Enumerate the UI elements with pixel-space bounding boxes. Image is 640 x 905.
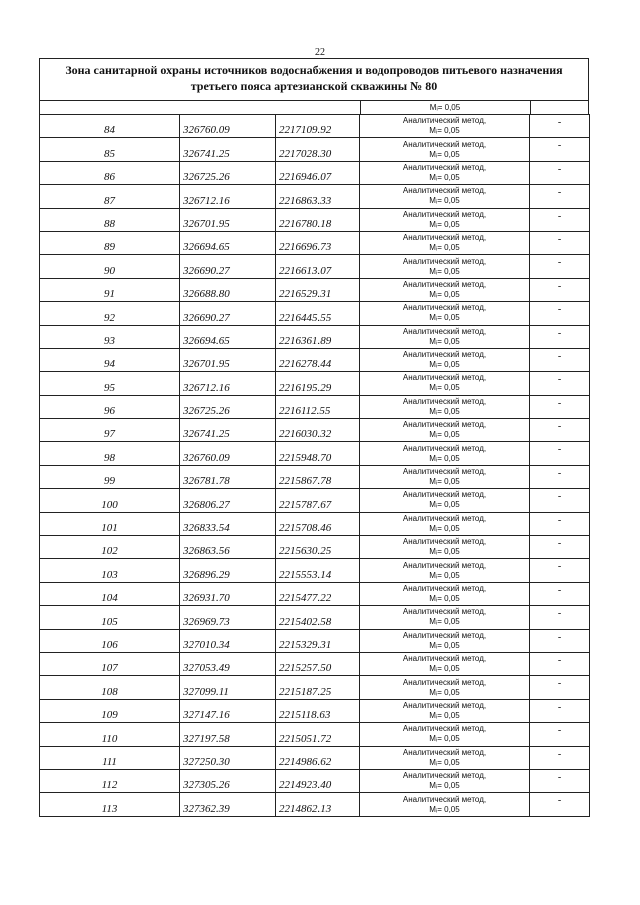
accuracy-label: Mᵢ= 0,05 [429,781,460,791]
coordinate-x: 326760.09 [180,115,276,138]
coordinate-x: 326690.27 [180,302,276,325]
empty-value-dash: - [530,489,590,512]
point-number: 91 [40,278,180,301]
method-label: Аналитический метод, [402,677,487,687]
empty-value-dash: - [530,699,590,722]
method-cell [360,278,530,301]
empty-value-dash: - [530,746,590,769]
method-cell [360,582,530,605]
coordinate-x: 326725.26 [180,161,276,184]
table-row [40,419,590,442]
empty-value-dash: - [530,372,590,395]
point-number: 112 [40,769,180,792]
table-row [40,582,590,605]
empty-value-dash: - [530,559,590,582]
continued-row-fragment [39,100,589,114]
method-label: Аналитический метод, [402,584,487,593]
accuracy-label: Mᵢ= 0,05 [429,477,460,487]
method-cell [360,302,530,325]
method-label: Аналитический метод, [402,747,487,757]
accuracy-label: Mᵢ= 0,05 [429,570,460,580]
method-label: Аналитический метод, [402,373,487,383]
coordinate-x: 326725.26 [180,395,276,418]
point-number: 100 [40,489,180,512]
coordinate-y: 2216696.73 [276,231,360,254]
table-row [40,629,590,652]
coordinates-grid [39,114,590,817]
table-row [40,185,590,208]
table-row [40,793,590,816]
point-number: 92 [40,302,180,325]
point-number: 113 [40,793,180,816]
table-row [40,255,590,278]
table-row [40,746,590,769]
accuracy-label: Mᵢ= 0,05 [429,664,460,674]
table-row [40,489,590,512]
title-line-2: третьего пояса артезианской скважины № 80 [190,79,438,93]
method-label: Аналитический метод, [402,560,487,570]
empty-value-dash: - [530,325,590,348]
point-number: 109 [40,699,180,722]
accuracy-label: Mᵢ= 0,05 [429,547,460,557]
method-cell [360,512,530,535]
method-cell [360,746,530,769]
method-cell [360,255,530,278]
point-number: 96 [40,395,180,418]
empty-value-dash: - [530,652,590,675]
table-row [40,325,590,348]
empty-value-dash: - [530,582,590,605]
table-row [40,699,590,722]
method-cell [360,161,530,184]
accuracy-label: Mᵢ= 0,05 [429,640,460,650]
empty-value-dash: - [530,606,590,629]
table-row [40,606,590,629]
method-label: Аналитический метод, [402,771,487,781]
accuracy-label: Mᵢ= 0,05 [429,406,460,416]
coordinate-x: 326694.65 [180,231,276,254]
method-cell [360,372,530,395]
method-cell [360,231,530,254]
coordinate-y: 2215477.22 [276,582,360,605]
table-row [40,676,590,699]
point-number: 98 [40,442,180,465]
accuracy-label: Mᵢ= 0,05 [429,126,460,136]
accuracy-label: Mᵢ= 0,05 [429,219,460,229]
table-row [40,465,590,488]
coordinate-x: 327010.34 [180,629,276,652]
coordinate-y: 2216361.89 [276,325,360,348]
method-cell [360,185,530,208]
method-cell [360,723,530,746]
point-number: 85 [40,138,180,161]
table-row [40,348,590,371]
accuracy-label: Mᵢ= 0,05 [429,336,460,346]
empty-value-dash: - [530,419,590,442]
empty-value-dash: - [530,255,590,278]
table-row [40,161,590,184]
table-row [40,512,590,535]
point-number: 104 [40,582,180,605]
method-label: Аналитический метод, [402,116,487,126]
empty-value-dash: - [530,278,590,301]
table-row [40,278,590,301]
point-number: 102 [40,536,180,559]
method-label: Аналитический метод, [402,209,487,219]
coordinate-x: 326701.95 [180,348,276,371]
accuracy-label: Mᵢ= 0,05 [429,757,460,767]
empty-value-dash: - [530,465,590,488]
point-number: 97 [40,419,180,442]
point-number: 101 [40,512,180,535]
table-title [39,58,589,100]
point-number: 106 [40,629,180,652]
coordinate-x: 327053.49 [180,652,276,675]
point-number: 105 [40,606,180,629]
method-cell [360,769,530,792]
method-label: Аналитический метод, [402,303,487,313]
point-number: 84 [40,115,180,138]
empty-value-dash: - [530,512,590,535]
method-cell [360,325,530,348]
table-row [40,302,590,325]
coordinate-x: 327147.16 [180,699,276,722]
method-cell [360,559,530,582]
coordinate-x: 327197.58 [180,723,276,746]
coordinate-y: 2215402.58 [276,606,360,629]
coordinate-y: 2215630.25 [276,536,360,559]
coordinate-y: 2214923.40 [276,769,360,792]
accuracy-label: Mᵢ= 0,05 [429,383,460,393]
title-line-1: Зона санитарной охраны источников водоснабжения и водопроводов питьевого назначения [65,63,563,77]
coordinate-y: 2215118.63 [276,699,360,722]
table-row [40,231,590,254]
accuracy-label: Mᵢ= 0,05 [429,500,460,510]
point-number: 94 [40,348,180,371]
point-number: 111 [40,746,180,769]
method-cell [360,676,530,699]
table-row [40,536,590,559]
coordinate-y: 2215187.25 [276,676,360,699]
accuracy-label: Mᵢ= 0,05 [429,289,460,299]
method-label: Аналитический метод, [402,537,487,547]
empty-value-dash: - [530,793,590,816]
coordinate-y: 2216780.18 [276,208,360,231]
method-label: Аналитический метод, [402,794,487,804]
empty-value-dash: - [530,442,590,465]
method-label: Аналитический метод, [402,654,487,664]
coordinate-y: 2215867.78 [276,465,360,488]
empty-value-dash: - [530,536,590,559]
method-cell [360,208,530,231]
method-label: Аналитический метод, [402,396,487,406]
coordinate-x: 326712.16 [180,185,276,208]
accuracy-label: Mᵢ= 0,05 [429,734,460,744]
method-label: Аналитический метод, [402,420,487,430]
coordinate-x: 326688.80 [180,278,276,301]
method-cell [360,793,530,816]
empty-value-dash: - [530,395,590,418]
coordinate-x: 326806.27 [180,489,276,512]
coordinate-y: 2215051.72 [276,723,360,746]
coordinate-x: 326896.29 [180,559,276,582]
empty-value-dash: - [530,769,590,792]
empty-value-dash: - [530,302,590,325]
table-row [40,769,590,792]
method-cell [360,489,530,512]
coordinate-y: 2215787.67 [276,489,360,512]
empty-value-dash: - [530,629,590,652]
accuracy-label: Mᵢ= 0,05 [429,617,460,627]
coordinate-y: 2216112.55 [276,395,360,418]
coordinate-x: 326833.54 [180,512,276,535]
empty-value-dash: - [530,115,590,138]
empty-value-dash: - [530,138,590,161]
point-number: 108 [40,676,180,699]
accuracy-label: Mᵢ= 0,05 [429,523,460,533]
method-label: Аналитический метод, [402,350,487,360]
table-row [40,115,590,138]
coordinate-x: 326712.16 [180,372,276,395]
coordinate-y: 2216445.55 [276,302,360,325]
coordinate-y: 2215708.46 [276,512,360,535]
accuracy-label: Mᵢ= 0,05 [429,196,460,206]
accuracy-label: Mᵢ= 0,05 [429,243,460,253]
coordinate-x: 327305.26 [180,769,276,792]
method-cell [360,629,530,652]
point-number: 95 [40,372,180,395]
coordinate-y: 2216529.31 [276,278,360,301]
method-label: Аналитический метод, [402,139,487,149]
accuracy-label: Mᵢ= 0,05 [429,430,460,440]
coordinate-y: 2216863.33 [276,185,360,208]
method-label: Аналитический метод, [402,513,487,523]
table-row [40,395,590,418]
table-row [40,138,590,161]
accuracy-label: Mᵢ= 0,05 [429,149,460,159]
method-cell [360,699,530,722]
coordinate-y: 2214986.62 [276,746,360,769]
coordinate-x: 326760.09 [180,442,276,465]
table-row [40,372,590,395]
method-cell [360,419,530,442]
page-number: 22 [315,47,325,58]
coordinate-x: 327362.39 [180,793,276,816]
method-cell [360,652,530,675]
coordinate-x: 326969.73 [180,606,276,629]
coordinate-y: 2215553.14 [276,559,360,582]
coordinate-y: 2216613.07 [276,255,360,278]
method-cell [360,606,530,629]
coordinate-y: 2217028.30 [276,138,360,161]
coordinate-x: 326741.25 [180,419,276,442]
table-row [40,559,590,582]
coordinate-x: 326694.65 [180,325,276,348]
method-label: Аналитический метод, [402,607,487,617]
method-cell [360,442,530,465]
method-label: Аналитический метод, [402,186,487,196]
point-number: 86 [40,161,180,184]
accuracy-label: Mᵢ= 0,05 [429,804,460,814]
accuracy-label: Mᵢ= 0,05 [429,266,460,276]
method-label: Аналитический метод, [402,233,487,243]
method-label: Аналитический метод, [402,700,487,710]
accuracy-label: Mᵢ= 0,05 [429,453,460,463]
coordinate-y: 2216278.44 [276,348,360,371]
coordinate-y: 2216030.32 [276,419,360,442]
point-number: 89 [40,231,180,254]
accuracy-label: Mᵢ= 0,05 [429,594,460,603]
coordinate-y: 2214862.13 [276,793,360,816]
accuracy-label: Mᵢ= 0,05 [429,313,460,323]
method-cell [360,536,530,559]
method-label: Аналитический метод, [402,279,487,289]
point-number: 107 [40,652,180,675]
coordinate-x: 327099.11 [180,676,276,699]
accuracy-label: Mᵢ= 0,05 [429,172,460,182]
coordinate-x: 326690.27 [180,255,276,278]
table-row [40,723,590,746]
coordinate-x: 326741.25 [180,138,276,161]
table-row [40,652,590,675]
table-row [40,442,590,465]
coordinate-y: 2215948.70 [276,442,360,465]
point-number: 88 [40,208,180,231]
method-cell [360,348,530,371]
coordinate-x: 326701.95 [180,208,276,231]
coordinate-x: 326781.78 [180,465,276,488]
coordinate-y: 2215257.50 [276,652,360,675]
table-row [40,208,590,231]
coordinate-x: 326931.70 [180,582,276,605]
method-cell [360,115,530,138]
accuracy-label: Mᵢ= 0,05 [429,687,460,697]
continued-accuracy-text: Mᵢ= 0,05 [429,103,461,112]
coordinate-y: 2217109.92 [276,115,360,138]
empty-value-dash: - [530,676,590,699]
empty-value-dash: - [530,208,590,231]
point-number: 90 [40,255,180,278]
method-label: Аналитический метод, [402,490,487,500]
coordinate-x: 326863.56 [180,536,276,559]
empty-value-dash: - [530,185,590,208]
accuracy-label: Mᵢ= 0,05 [429,710,460,720]
coordinate-x: 327250.30 [180,746,276,769]
coordinates-table [39,58,589,817]
accuracy-label: Mᵢ= 0,05 [429,360,460,370]
method-label: Аналитический метод, [402,467,487,477]
coordinate-y: 2216195.29 [276,372,360,395]
method-label: Аналитический метод, [402,724,487,734]
coordinate-y: 2215329.31 [276,629,360,652]
method-label: Аналитический метод, [402,162,487,172]
method-cell [360,465,530,488]
point-number: 103 [40,559,180,582]
empty-value-dash: - [530,231,590,254]
empty-value-dash: - [530,161,590,184]
empty-value-dash: - [530,348,590,371]
method-cell [360,138,530,161]
method-label: Аналитический метод, [402,256,487,266]
point-number: 87 [40,185,180,208]
empty-value-dash: - [530,723,590,746]
method-label: Аналитический метод, [402,630,487,640]
coordinate-y: 2216946.07 [276,161,360,184]
method-cell [360,395,530,418]
method-label: Аналитический метод, [402,326,487,336]
point-number: 93 [40,325,180,348]
point-number: 99 [40,465,180,488]
method-label: Аналитический метод, [402,443,487,453]
point-number: 110 [40,723,180,746]
